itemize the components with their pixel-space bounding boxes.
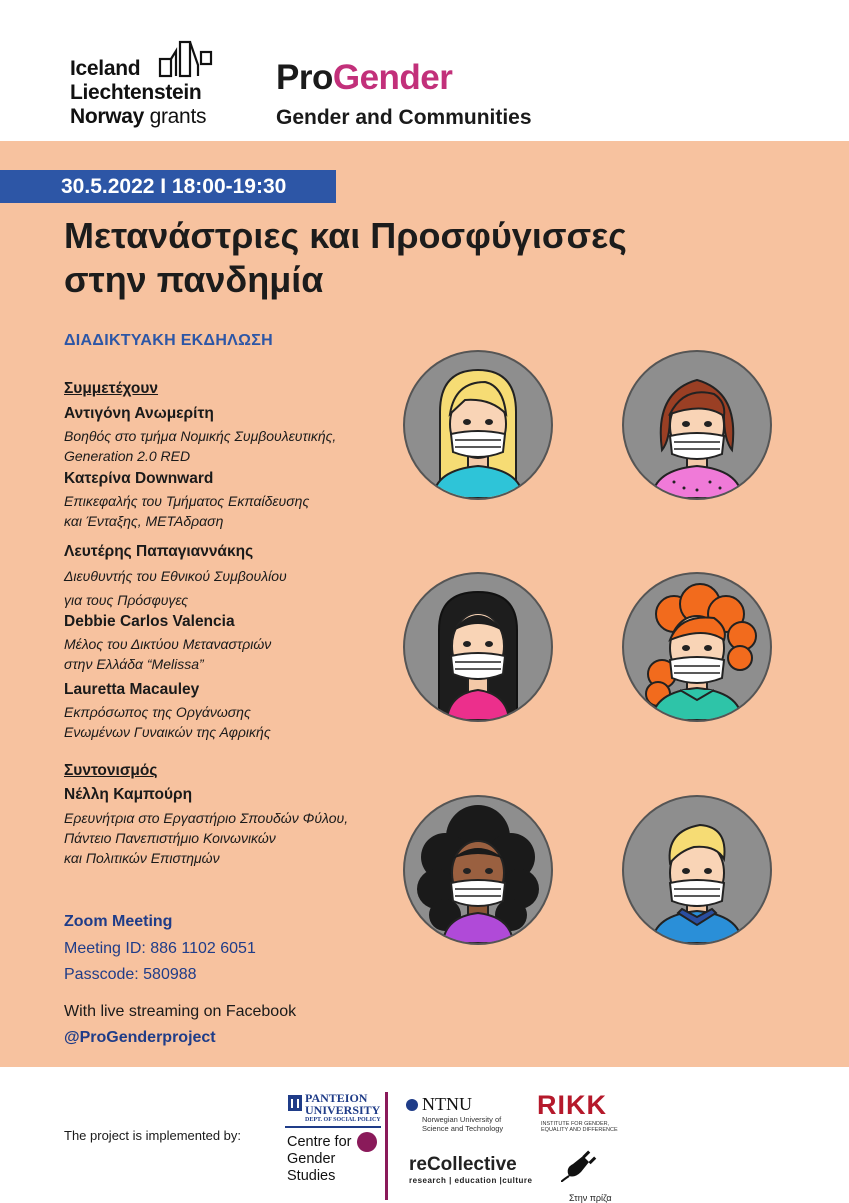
ntnu-logo: NTNU Norwegian University of Science and Technology <box>406 1094 503 1133</box>
avatar-brunette-woman <box>622 350 772 500</box>
zoom-heading: Zoom Meeting <box>64 913 173 930</box>
panteion-crest-icon <box>287 1094 303 1112</box>
participant-name: Λευτέρης Παπαγιαννάκης <box>64 543 254 560</box>
stin-priza-logo: Στην πρίζα <box>561 1146 621 1200</box>
event-title-line2: στην πανδημία <box>64 259 324 300</box>
avatar-blonde-man <box>622 795 772 945</box>
recollective-logo: reCollective research | education |culture <box>409 1154 533 1185</box>
progender-subtitle: Gender and Communities <box>276 106 532 129</box>
avatar-blonde-woman <box>403 350 553 500</box>
plug-icon <box>561 1146 601 1182</box>
participant-role: Βοηθός στο τμήμα Νομικής Συμβουλευτικής, Generation 2.0 RED <box>64 428 337 464</box>
eea-line-norway: Norway grants <box>70 105 207 128</box>
avatar-black-hair-woman <box>403 572 553 722</box>
avatar-curly-hair-woman <box>403 795 553 945</box>
moderator-role: Ερευνήτρια στο Εργαστήριο Σπουδών Φύλου, Πάντειο Πανεπιστήμιο Κοινωνικών και Πολιτικών Επιστημών <box>64 810 349 866</box>
participant-role: Επικεφαλής του Τμήματος Εκπαίδευσης και Ένταξης, ΜΕΤΑδραση <box>64 493 310 529</box>
event-date-bar: 30.5.2022 I 18:00-19:30 <box>0 170 336 203</box>
streaming-text: With live streaming on Facebook <box>64 1003 297 1020</box>
participant-role: Μέλος του Δικτύου Μεταναστριών στην Ελλάδα “Melissa” <box>64 636 272 672</box>
event-title <box>64 214 764 302</box>
participants-heading: Συμμετέχουν <box>64 380 159 397</box>
eea-line-liechtenstein: Liechtenstein <box>70 81 202 104</box>
implemented-by-label: The project is implemented by: <box>64 1128 242 1143</box>
avatar-redhead-woman <box>622 572 772 722</box>
progender-brand: ProGender <box>276 58 453 97</box>
participant-name: Αντιγόνη Ανωμερίτη <box>64 405 214 422</box>
panteion-logo: PANTEION UNIVERSITY DEPT. OF SOCIAL POLICY Centre for Gender Studies <box>285 1092 388 1200</box>
zoom-passcode: Passcode: 580988 <box>64 966 197 983</box>
cgs-symbol-icon <box>357 1132 377 1152</box>
eea-grants-logo-icon <box>158 37 214 79</box>
moderator-name: Νέλλη Καμπούρη <box>64 786 193 803</box>
event-title-line1: Μετανάστριες και Προσφύγισσες <box>64 215 627 256</box>
moderation-heading: Συντονισμός <box>64 762 158 779</box>
participant-role: Διευθυντής του Εθνικού Συμβουλίου για τους Πρόσφυγες <box>64 568 287 608</box>
facebook-handle[interactable]: @ProGenderproject <box>64 1029 216 1046</box>
rikk-logo: RIKK INSTITUTE FOR GENDER, EQUALITY AND DIFFERENCE <box>537 1090 618 1133</box>
participant-name: Κατερίνα Downward <box>64 470 214 487</box>
participant-name: Lauretta Macauley <box>64 681 200 698</box>
ntnu-icon <box>406 1099 418 1111</box>
event-type: ΔΙΑΔΙΚΤΥΑΚΗ ΕΚΔΗΛΩΣΗ <box>64 332 274 349</box>
eea-line-iceland: Iceland <box>70 57 141 80</box>
zoom-meeting-id: Meeting ID: 886 1102 6051 <box>64 940 256 957</box>
participant-name: Debbie Carlos Valencia <box>64 613 235 630</box>
participant-role: Εκπρόσωπος της Οργάνωσης Ενωμένων Γυναικών της Αφρικής <box>64 704 271 740</box>
